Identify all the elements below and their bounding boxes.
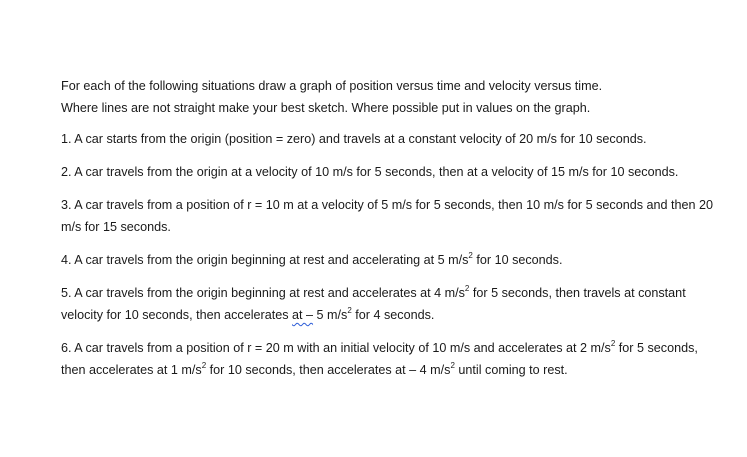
problem-6-text-b: for 5 seconds, then accelerates at 1 m/s: [61, 341, 698, 377]
instructions-paragraph: [61, 75, 721, 119]
problem-4-exponent: 2: [468, 250, 473, 260]
problem-6-text-a: 6. A car travels from a position of r = 20 m with an initial velocity of 10 m/s and accelerates at 2 m/s: [61, 341, 611, 355]
document-body: [61, 75, 721, 392]
problem-5-text-a: 5. A car travels from the origin beginning at rest and accelerates at 4 m/s: [61, 286, 465, 300]
problem-5-text-b: for 5 seconds, then travels at constant velocity for 10 seconds, then accelerates: [61, 286, 686, 322]
problem-6-exponent-1: 2: [610, 338, 616, 348]
problem-6-exponent-2: 2: [201, 360, 207, 370]
problem-4: [61, 249, 721, 271]
problem-5-text-d: for 4 seconds.: [351, 308, 435, 322]
instructions-line-1: For each of the following situations draw a graph of position versus time and velocity versus time.: [61, 79, 603, 93]
problem-1: [61, 128, 721, 150]
problem-4-text-b: for 10 seconds.: [472, 253, 563, 267]
problem-1-text: 1. A car starts from the origin (position = zero) and travels at a constant velocity of 20 m/s for 10 seconds.: [61, 132, 647, 146]
problem-2-text: 2. A car travels from the origin at a velocity of 10 m/s for 5 seconds, then at a velocity of 15 m/s for 10 seconds.: [61, 165, 679, 179]
problem-5-exponent-2: 2: [347, 305, 352, 315]
problem-3-text: 3. A car travels from a position of r = 10 m at a velocity of 5 m/s for 5 seconds, then 10 m/s for 5 seconds and then 20 m/s for 15 seconds.: [61, 198, 714, 234]
problem-6-text-c: for 10 seconds, then accelerates at – 4 m/s: [206, 363, 451, 377]
problem-5-text-c: 5 m/s: [313, 308, 348, 322]
problem-5-spellcheck-mark: at –: [292, 308, 314, 322]
problem-3: [61, 194, 721, 238]
problem-5-exponent-1: 2: [464, 283, 470, 293]
instructions-line-2: Where lines are not straight make your best sketch. Where possible put in values on the graph.: [61, 101, 591, 115]
problem-6-exponent-3: 2: [450, 360, 455, 370]
problem-5: [61, 282, 721, 326]
problem-6-text-d: until coming to rest.: [454, 363, 568, 377]
problem-6: [61, 337, 721, 381]
problem-2: [61, 161, 721, 183]
problem-4-text-a: 4. A car travels from the origin beginning at rest and accelerating at 5 m/s: [61, 253, 469, 267]
